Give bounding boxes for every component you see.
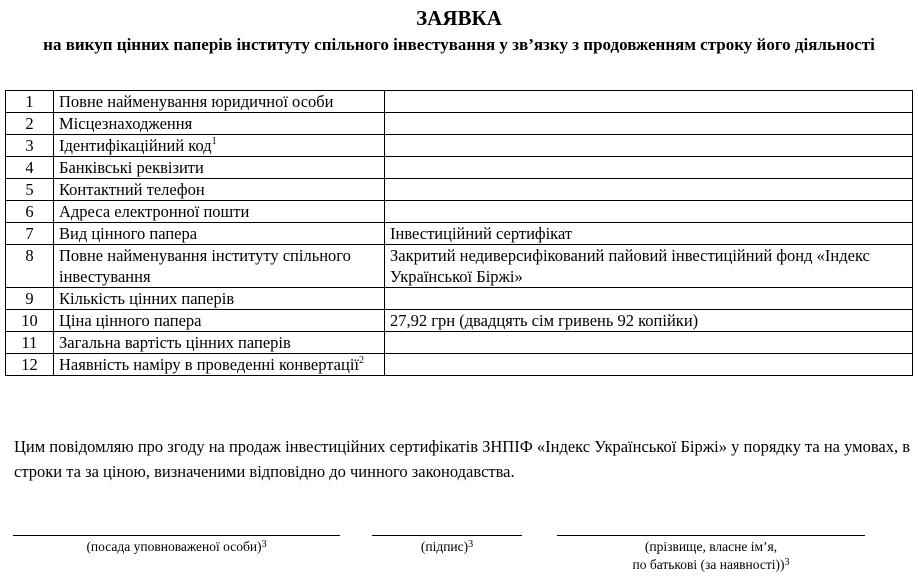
row-value-field[interactable] bbox=[385, 113, 913, 135]
row-label bbox=[54, 135, 385, 157]
row-number: 4 bbox=[6, 157, 54, 179]
application-form-table bbox=[5, 90, 913, 376]
row-value-field: 27,92 грн (двадцять сім гривень 92 копійки) bbox=[385, 310, 913, 332]
footnote-mark: 3 bbox=[261, 539, 267, 550]
row-label bbox=[54, 332, 385, 354]
full-name-signature-line[interactable] bbox=[557, 535, 865, 536]
row-value-field[interactable] bbox=[385, 179, 913, 201]
row-label-text: Вид цінного папера bbox=[59, 224, 198, 243]
table-row bbox=[6, 113, 913, 135]
position-signature-line[interactable] bbox=[13, 535, 340, 536]
row-label bbox=[54, 288, 385, 310]
row-label-text: Адреса електронної пошти bbox=[59, 202, 250, 221]
row-label-text: Повне найменування інституту спільного інвестування bbox=[59, 246, 351, 286]
signature-line[interactable] bbox=[372, 535, 522, 536]
footnote-mark: 2 bbox=[358, 355, 364, 366]
signature-label-text: (підпис) bbox=[420, 539, 469, 554]
row-value-field[interactable] bbox=[385, 354, 913, 376]
row-label-text: Наявність наміру в проведенні конвертації bbox=[59, 355, 359, 374]
row-label bbox=[54, 201, 385, 223]
row-number: 11 bbox=[6, 332, 54, 354]
row-label-text: Повне найменування юридичної особи bbox=[59, 92, 334, 111]
consent-statement: Цим повідомляю про згоду на продаж інвестиційних сертифікатів ЗНПІФ «Індекс Української Біржі» у порядку та на умовах, в строки та за ціною, визначеними відповідно до чинного законодавства. bbox=[14, 437, 911, 481]
row-value-field[interactable] bbox=[385, 157, 913, 179]
table-row bbox=[6, 135, 913, 157]
full-name-label-line1: (прізвище, власне ім’я, bbox=[644, 539, 778, 554]
row-number: 1 bbox=[6, 91, 54, 113]
footnote-mark: 1 bbox=[211, 136, 217, 147]
row-label bbox=[54, 310, 385, 332]
table-row bbox=[6, 310, 913, 332]
row-label-text: Ціна цінного папера bbox=[59, 311, 202, 330]
full-name-label-line2: по батькові (за наявності)) bbox=[632, 557, 785, 572]
row-label bbox=[54, 113, 385, 135]
row-value-field[interactable] bbox=[385, 201, 913, 223]
row-label bbox=[54, 91, 385, 113]
table-row bbox=[6, 354, 913, 376]
row-label bbox=[54, 157, 385, 179]
position-label bbox=[13, 538, 340, 556]
table-row bbox=[6, 201, 913, 223]
full-name-label-line2-wrap bbox=[557, 556, 865, 574]
footnote-mark: 3 bbox=[468, 539, 474, 550]
row-number: 3 bbox=[6, 135, 54, 157]
row-number: 12 bbox=[6, 354, 54, 376]
row-label bbox=[54, 245, 385, 288]
row-number: 8 bbox=[6, 245, 54, 288]
row-label bbox=[54, 179, 385, 201]
table-row bbox=[6, 245, 913, 288]
row-label-text: Місцезнаходження bbox=[59, 114, 193, 133]
row-number: 10 bbox=[6, 310, 54, 332]
row-label-text: Банківські реквізити bbox=[59, 158, 204, 177]
footnote-mark: 3 bbox=[784, 557, 790, 568]
table-row bbox=[6, 157, 913, 179]
row-label-text: Контактний телефон bbox=[59, 180, 205, 199]
full-name-label bbox=[557, 538, 865, 574]
table-row bbox=[6, 332, 913, 354]
row-label-text: Загальна вартість цінних паперів bbox=[59, 333, 291, 352]
row-number: 7 bbox=[6, 223, 54, 245]
document-title: ЗАЯВКА bbox=[416, 6, 502, 30]
row-number: 6 bbox=[6, 201, 54, 223]
signature-label bbox=[372, 538, 522, 556]
row-number: 5 bbox=[6, 179, 54, 201]
table-row bbox=[6, 179, 913, 201]
row-value-field: Закритий недиверсифікований пайовий інвестиційний фонд «Індекс Української Біржі» bbox=[385, 245, 913, 288]
row-number: 2 bbox=[6, 113, 54, 135]
row-label bbox=[54, 354, 385, 376]
row-value-field[interactable] bbox=[385, 288, 913, 310]
row-number: 9 bbox=[6, 288, 54, 310]
document-subtitle: на викуп цінних паперів інституту спільного інвестування у зв’язку з продовженням строку його діяльності bbox=[43, 35, 875, 54]
position-label-text: (посада уповноваженої особи) bbox=[86, 539, 262, 554]
row-label-text: Кількість цінних паперів bbox=[59, 289, 235, 308]
table-row bbox=[6, 91, 913, 113]
row-label bbox=[54, 223, 385, 245]
table-row bbox=[6, 288, 913, 310]
row-value-field[interactable] bbox=[385, 91, 913, 113]
table-row bbox=[6, 223, 913, 245]
row-value-field[interactable] bbox=[385, 332, 913, 354]
row-label-text: Ідентифікаційний код bbox=[59, 136, 212, 155]
row-value-field[interactable] bbox=[385, 135, 913, 157]
row-value-field: Інвестиційний сертифікат bbox=[385, 223, 913, 245]
